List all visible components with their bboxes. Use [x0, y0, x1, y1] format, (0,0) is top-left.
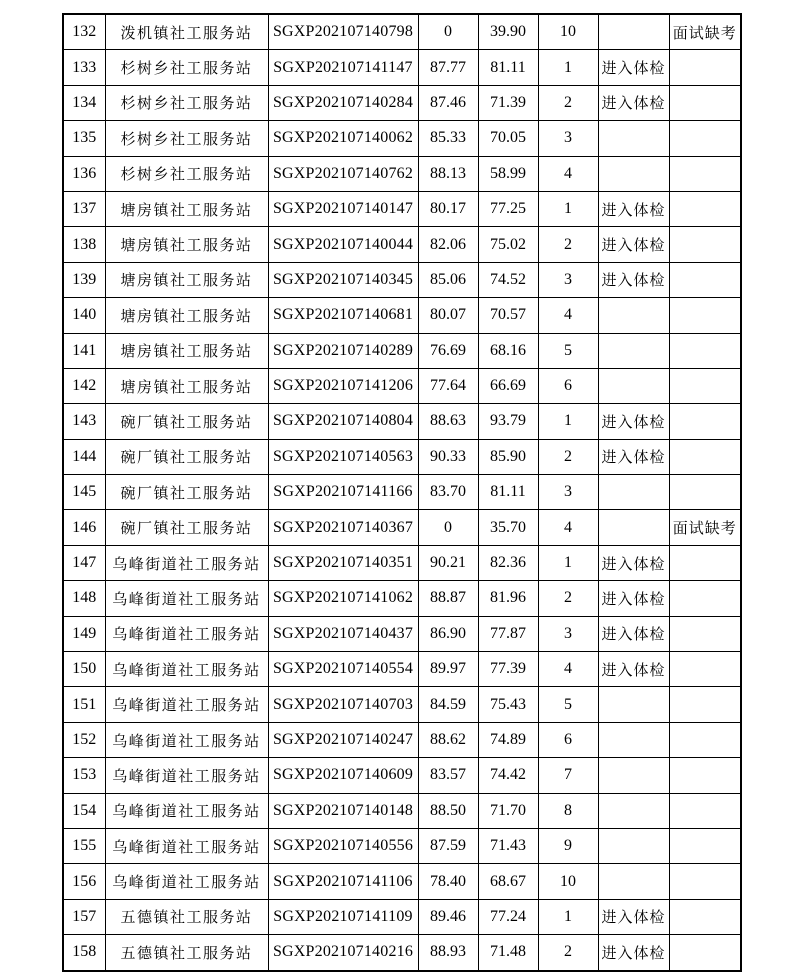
- cell-candidate-code: SGXP202107140289: [268, 333, 418, 368]
- cell-rank: 1: [538, 50, 598, 85]
- cell-score-a: 85.33: [418, 121, 478, 156]
- cell-score-b: 82.36: [478, 545, 538, 580]
- table-row: [63, 899, 741, 934]
- cell-score-b: 74.89: [478, 722, 538, 757]
- cell-status: [598, 722, 669, 757]
- cell-row-number: 151: [63, 687, 105, 722]
- cell-rank: 4: [538, 652, 598, 687]
- table-row: [63, 121, 741, 156]
- cell-score-b: 71.70: [478, 793, 538, 828]
- cell-candidate-code: SGXP202107141166: [268, 475, 418, 510]
- cell-station-name: 杉树乡社工服务站: [105, 156, 268, 191]
- cell-row-number: 137: [63, 191, 105, 226]
- cell-station-name: 碗厂镇社工服务站: [105, 510, 268, 545]
- cell-score-a: 0: [418, 510, 478, 545]
- cell-row-number: 138: [63, 227, 105, 262]
- cell-rank: 6: [538, 368, 598, 403]
- cell-row-number: 141: [63, 333, 105, 368]
- cell-row-number: 133: [63, 50, 105, 85]
- cell-candidate-code: SGXP202107140554: [268, 652, 418, 687]
- cell-station-name: 泼机镇社工服务站: [105, 14, 268, 50]
- cell-rank: 1: [538, 545, 598, 580]
- cell-station-name: 碗厂镇社工服务站: [105, 404, 268, 439]
- cell-station-name: 塘房镇社工服务站: [105, 368, 268, 403]
- cell-remark: [669, 298, 741, 333]
- cell-candidate-code: SGXP202107141206: [268, 368, 418, 403]
- cell-remark: [669, 899, 741, 934]
- cell-score-a: 86.90: [418, 616, 478, 651]
- cell-row-number: 142: [63, 368, 105, 403]
- cell-candidate-code: SGXP202107140284: [268, 85, 418, 120]
- cell-remark: [669, 333, 741, 368]
- table-row: [63, 510, 741, 545]
- cell-station-name: 碗厂镇社工服务站: [105, 439, 268, 474]
- cell-score-b: 77.87: [478, 616, 538, 651]
- table-row: [63, 722, 741, 757]
- cell-remark: [669, 722, 741, 757]
- cell-status: 进入体检: [598, 404, 669, 439]
- cell-row-number: 136: [63, 156, 105, 191]
- cell-row-number: 146: [63, 510, 105, 545]
- cell-rank: 1: [538, 191, 598, 226]
- table-row: [63, 404, 741, 439]
- cell-score-a: 88.50: [418, 793, 478, 828]
- cell-status: [598, 121, 669, 156]
- table-row: [63, 758, 741, 793]
- cell-station-name: 塘房镇社工服务站: [105, 298, 268, 333]
- cell-rank: 3: [538, 262, 598, 297]
- cell-remark: [669, 475, 741, 510]
- table-row: [63, 439, 741, 474]
- cell-remark: [669, 864, 741, 899]
- cell-station-name: 五德镇社工服务站: [105, 899, 268, 934]
- cell-rank: 10: [538, 14, 598, 50]
- cell-score-b: 77.25: [478, 191, 538, 226]
- cell-status: 进入体检: [598, 581, 669, 616]
- cell-remark: [669, 121, 741, 156]
- cell-candidate-code: SGXP202107140762: [268, 156, 418, 191]
- cell-candidate-code: SGXP202107141106: [268, 864, 418, 899]
- cell-status: 进入体检: [598, 191, 669, 226]
- cell-station-name: 乌峰街道社工服务站: [105, 793, 268, 828]
- cell-score-a: 76.69: [418, 333, 478, 368]
- cell-score-b: 66.69: [478, 368, 538, 403]
- cell-score-b: 70.05: [478, 121, 538, 156]
- cell-score-b: 58.99: [478, 156, 538, 191]
- cell-rank: 8: [538, 793, 598, 828]
- cell-candidate-code: SGXP202107141109: [268, 899, 418, 934]
- cell-status: 进入体检: [598, 935, 669, 971]
- cell-remark: [669, 828, 741, 863]
- cell-rank: 3: [538, 616, 598, 651]
- cell-score-a: 80.07: [418, 298, 478, 333]
- cell-candidate-code: SGXP202107140147: [268, 191, 418, 226]
- cell-status: [598, 510, 669, 545]
- table-row: [63, 191, 741, 226]
- cell-rank: 1: [538, 899, 598, 934]
- cell-remark: [669, 758, 741, 793]
- table-row: [63, 616, 741, 651]
- cell-status: 进入体检: [598, 227, 669, 262]
- table-row: [63, 14, 741, 50]
- cell-row-number: 140: [63, 298, 105, 333]
- cell-score-a: 90.21: [418, 545, 478, 580]
- cell-score-a: 77.64: [418, 368, 478, 403]
- cell-station-name: 塘房镇社工服务站: [105, 262, 268, 297]
- cell-station-name: 乌峰街道社工服务站: [105, 828, 268, 863]
- cell-candidate-code: SGXP202107140345: [268, 262, 418, 297]
- cell-status: [598, 156, 669, 191]
- cell-candidate-code: SGXP202107140437: [268, 616, 418, 651]
- cell-candidate-code: SGXP202107141147: [268, 50, 418, 85]
- cell-remark: [669, 793, 741, 828]
- cell-rank: 10: [538, 864, 598, 899]
- cell-score-a: 78.40: [418, 864, 478, 899]
- cell-status: [598, 333, 669, 368]
- cell-rank: 4: [538, 510, 598, 545]
- cell-status: 进入体检: [598, 899, 669, 934]
- cell-station-name: 塘房镇社工服务站: [105, 191, 268, 226]
- cell-status: 进入体检: [598, 545, 669, 580]
- cell-score-b: 68.16: [478, 333, 538, 368]
- cell-remark: [669, 439, 741, 474]
- cell-rank: 6: [538, 722, 598, 757]
- cell-status: 进入体检: [598, 439, 669, 474]
- cell-row-number: 149: [63, 616, 105, 651]
- cell-status: 进入体检: [598, 652, 669, 687]
- cell-row-number: 158: [63, 935, 105, 971]
- cell-score-a: 88.93: [418, 935, 478, 971]
- cell-candidate-code: SGXP202107140216: [268, 935, 418, 971]
- cell-row-number: 135: [63, 121, 105, 156]
- table-row: [63, 333, 741, 368]
- table-row: [63, 652, 741, 687]
- cell-rank: 2: [538, 935, 598, 971]
- cell-station-name: 乌峰街道社工服务站: [105, 652, 268, 687]
- cell-score-a: 89.46: [418, 899, 478, 934]
- results-table: [62, 13, 742, 972]
- cell-status: [598, 793, 669, 828]
- cell-row-number: 132: [63, 14, 105, 50]
- cell-score-b: 71.43: [478, 828, 538, 863]
- cell-row-number: 154: [63, 793, 105, 828]
- cell-row-number: 148: [63, 581, 105, 616]
- cell-rank: 2: [538, 581, 598, 616]
- cell-remark: [669, 616, 741, 651]
- cell-row-number: 156: [63, 864, 105, 899]
- cell-score-b: 93.79: [478, 404, 538, 439]
- cell-score-a: 0: [418, 14, 478, 50]
- cell-score-a: 88.13: [418, 156, 478, 191]
- cell-score-b: 70.57: [478, 298, 538, 333]
- cell-station-name: 杉树乡社工服务站: [105, 85, 268, 120]
- table-row: [63, 227, 741, 262]
- cell-rank: 3: [538, 475, 598, 510]
- cell-station-name: 乌峰街道社工服务站: [105, 758, 268, 793]
- cell-score-b: 75.02: [478, 227, 538, 262]
- cell-status: [598, 475, 669, 510]
- cell-score-b: 35.70: [478, 510, 538, 545]
- cell-station-name: 五德镇社工服务站: [105, 935, 268, 971]
- table-row: [63, 475, 741, 510]
- cell-rank: 1: [538, 404, 598, 439]
- cell-remark: 面试缺考: [669, 510, 741, 545]
- cell-row-number: 143: [63, 404, 105, 439]
- cell-station-name: 乌峰街道社工服务站: [105, 616, 268, 651]
- table-row: [63, 935, 741, 971]
- cell-status: 进入体检: [598, 50, 669, 85]
- cell-station-name: 杉树乡社工服务站: [105, 50, 268, 85]
- cell-candidate-code: SGXP202107141062: [268, 581, 418, 616]
- cell-row-number: 144: [63, 439, 105, 474]
- cell-station-name: 乌峰街道社工服务站: [105, 864, 268, 899]
- cell-remark: [669, 368, 741, 403]
- cell-status: [598, 828, 669, 863]
- table-row: [63, 156, 741, 191]
- cell-score-b: 71.39: [478, 85, 538, 120]
- cell-score-a: 88.87: [418, 581, 478, 616]
- cell-score-b: 81.11: [478, 475, 538, 510]
- cell-rank: 7: [538, 758, 598, 793]
- cell-station-name: 乌峰街道社工服务站: [105, 545, 268, 580]
- cell-status: [598, 14, 669, 50]
- cell-rank: 3: [538, 121, 598, 156]
- table-row: [63, 262, 741, 297]
- cell-rank: 5: [538, 333, 598, 368]
- cell-score-a: 83.57: [418, 758, 478, 793]
- table-row: [63, 864, 741, 899]
- cell-row-number: 152: [63, 722, 105, 757]
- cell-candidate-code: SGXP202107140367: [268, 510, 418, 545]
- cell-status: 进入体检: [598, 85, 669, 120]
- cell-candidate-code: SGXP202107140804: [268, 404, 418, 439]
- cell-score-a: 89.97: [418, 652, 478, 687]
- cell-row-number: 139: [63, 262, 105, 297]
- cell-status: [598, 687, 669, 722]
- table-row: [63, 298, 741, 333]
- cell-status: 进入体检: [598, 616, 669, 651]
- cell-rank: 2: [538, 227, 598, 262]
- cell-remark: [669, 545, 741, 580]
- cell-remark: [669, 652, 741, 687]
- table-row: [63, 545, 741, 580]
- table-row: [63, 85, 741, 120]
- cell-score-b: 85.90: [478, 439, 538, 474]
- table-row: [63, 50, 741, 85]
- cell-candidate-code: SGXP202107140563: [268, 439, 418, 474]
- cell-candidate-code: SGXP202107140681: [268, 298, 418, 333]
- cell-score-b: 75.43: [478, 687, 538, 722]
- cell-score-a: 82.06: [418, 227, 478, 262]
- cell-rank: 5: [538, 687, 598, 722]
- cell-score-b: 71.48: [478, 935, 538, 971]
- cell-score-b: 68.67: [478, 864, 538, 899]
- cell-station-name: 碗厂镇社工服务站: [105, 475, 268, 510]
- cell-score-b: 81.96: [478, 581, 538, 616]
- cell-score-a: 88.62: [418, 722, 478, 757]
- cell-score-a: 87.46: [418, 85, 478, 120]
- cell-candidate-code: SGXP202107140556: [268, 828, 418, 863]
- cell-score-a: 85.06: [418, 262, 478, 297]
- table-row: [63, 368, 741, 403]
- cell-rank: 2: [538, 85, 598, 120]
- cell-rank: 2: [538, 439, 598, 474]
- cell-candidate-code: SGXP202107140351: [268, 545, 418, 580]
- table-row: [63, 828, 741, 863]
- cell-score-a: 88.63: [418, 404, 478, 439]
- cell-row-number: 145: [63, 475, 105, 510]
- cell-remark: [669, 156, 741, 191]
- cell-remark: [669, 191, 741, 226]
- cell-score-a: 84.59: [418, 687, 478, 722]
- cell-row-number: 147: [63, 545, 105, 580]
- cell-row-number: 153: [63, 758, 105, 793]
- cell-candidate-code: SGXP202107140798: [268, 14, 418, 50]
- cell-candidate-code: SGXP202107140062: [268, 121, 418, 156]
- cell-row-number: 134: [63, 85, 105, 120]
- cell-score-b: 39.90: [478, 14, 538, 50]
- cell-remark: [669, 404, 741, 439]
- cell-score-b: 74.42: [478, 758, 538, 793]
- cell-station-name: 杉树乡社工服务站: [105, 121, 268, 156]
- table-row: [63, 687, 741, 722]
- cell-station-name: 乌峰街道社工服务站: [105, 687, 268, 722]
- cell-candidate-code: SGXP202107140247: [268, 722, 418, 757]
- cell-status: [598, 298, 669, 333]
- cell-row-number: 157: [63, 899, 105, 934]
- cell-remark: [669, 227, 741, 262]
- cell-status: 进入体检: [598, 262, 669, 297]
- cell-station-name: 乌峰街道社工服务站: [105, 581, 268, 616]
- cell-station-name: 乌峰街道社工服务站: [105, 722, 268, 757]
- cell-score-a: 80.17: [418, 191, 478, 226]
- cell-remark: [669, 262, 741, 297]
- cell-station-name: 塘房镇社工服务站: [105, 227, 268, 262]
- cell-remark: [669, 85, 741, 120]
- cell-score-a: 90.33: [418, 439, 478, 474]
- cell-score-b: 77.39: [478, 652, 538, 687]
- cell-row-number: 155: [63, 828, 105, 863]
- cell-candidate-code: SGXP202107140703: [268, 687, 418, 722]
- cell-rank: 4: [538, 156, 598, 191]
- cell-candidate-code: SGXP202107140148: [268, 793, 418, 828]
- table-row: [63, 581, 741, 616]
- table-row: [63, 793, 741, 828]
- cell-score-b: 81.11: [478, 50, 538, 85]
- cell-status: [598, 368, 669, 403]
- cell-candidate-code: SGXP202107140044: [268, 227, 418, 262]
- cell-rank: 9: [538, 828, 598, 863]
- cell-score-a: 87.77: [418, 50, 478, 85]
- cell-remark: [669, 581, 741, 616]
- cell-score-b: 74.52: [478, 262, 538, 297]
- cell-score-b: 77.24: [478, 899, 538, 934]
- cell-row-number: 150: [63, 652, 105, 687]
- cell-station-name: 塘房镇社工服务站: [105, 333, 268, 368]
- cell-remark: [669, 50, 741, 85]
- cell-candidate-code: SGXP202107140609: [268, 758, 418, 793]
- cell-score-a: 83.70: [418, 475, 478, 510]
- cell-remark: [669, 935, 741, 971]
- cell-remark: 面试缺考: [669, 14, 741, 50]
- cell-status: [598, 864, 669, 899]
- cell-remark: [669, 687, 741, 722]
- cell-rank: 4: [538, 298, 598, 333]
- cell-score-a: 87.59: [418, 828, 478, 863]
- cell-status: [598, 758, 669, 793]
- results-table-body: [63, 14, 741, 971]
